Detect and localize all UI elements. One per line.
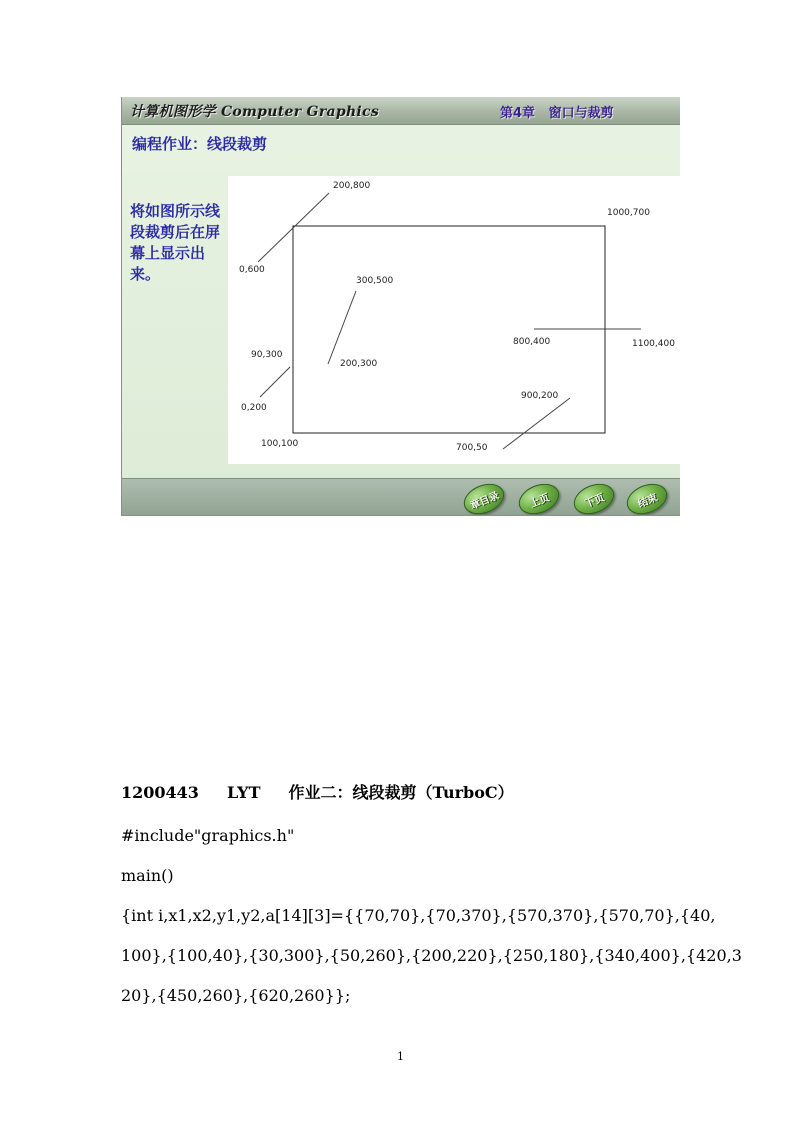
- segment-200300-300500: [328, 291, 356, 364]
- slide-nav-bar: [122, 478, 680, 516]
- label-90-300: 90,300: [251, 350, 283, 360]
- code-line-1: #include"graphics.h": [121, 826, 295, 845]
- toc-button[interactable]: [459, 478, 508, 516]
- label-100-100: 100,100: [261, 439, 299, 449]
- next-page-button[interactable]: [569, 478, 618, 516]
- heading-student-name: LYT: [226, 783, 261, 802]
- clipping-diagram: [228, 176, 680, 464]
- clipping-diagram-svg: [228, 176, 680, 464]
- assignment-title: 编程作业：线段裁剪: [132, 135, 268, 153]
- prev-page-button-label: 上页: [528, 492, 552, 510]
- next-page-button-label: 下页: [583, 492, 607, 510]
- segment-0200-90300: [260, 367, 290, 397]
- code-line-5: 20},{450,260},{620,260}};: [121, 986, 351, 1005]
- heading-title: 作业二：线段裁剪（TurboC）: [288, 783, 514, 802]
- label-200-300: 200,300: [340, 359, 378, 369]
- toc-button-label: 章目录: [468, 490, 501, 512]
- document-heading: [121, 780, 514, 803]
- course-title: 计算机图形学 Computer Graphics: [130, 104, 380, 120]
- label-0-600: 0,600: [239, 265, 265, 275]
- instruction-text: 将如图所示线段裁剪后在屏幕上显示出来。: [130, 202, 221, 283]
- code-line-4: 100},{100,40},{30,300},{50,260},{200,220},{250,180},{340,400},{420,3: [121, 946, 742, 965]
- label-700-50: 700,50: [456, 443, 488, 453]
- label-900-200: 900,200: [521, 391, 559, 401]
- prev-page-button[interactable]: [514, 478, 563, 516]
- heading-student-id: 1200443: [121, 783, 199, 802]
- label-0-200: 0,200: [241, 403, 267, 413]
- chapter-title: 第4章 窗口与裁剪: [500, 106, 614, 121]
- segment-70050-900200: [503, 398, 570, 449]
- slide-image: [121, 97, 680, 516]
- label-1000-700: 1000,700: [607, 208, 650, 218]
- end-button-label: 结束: [636, 492, 660, 510]
- code-line-3: {int i,x1,x2,y1,y2,a[14][3]={{70,70},{70,370},{570,370},{570,70},{40,: [121, 906, 716, 925]
- page-number: 1: [397, 1050, 404, 1063]
- end-button[interactable]: [622, 478, 671, 516]
- slide-header: [122, 97, 680, 125]
- label-300-500: 300,500: [356, 276, 394, 286]
- label-800-400: 800,400: [513, 337, 551, 347]
- label-1100-400: 1100,400: [632, 339, 675, 349]
- label-200-800: 200,800: [333, 181, 371, 191]
- code-line-2: main(): [121, 866, 174, 885]
